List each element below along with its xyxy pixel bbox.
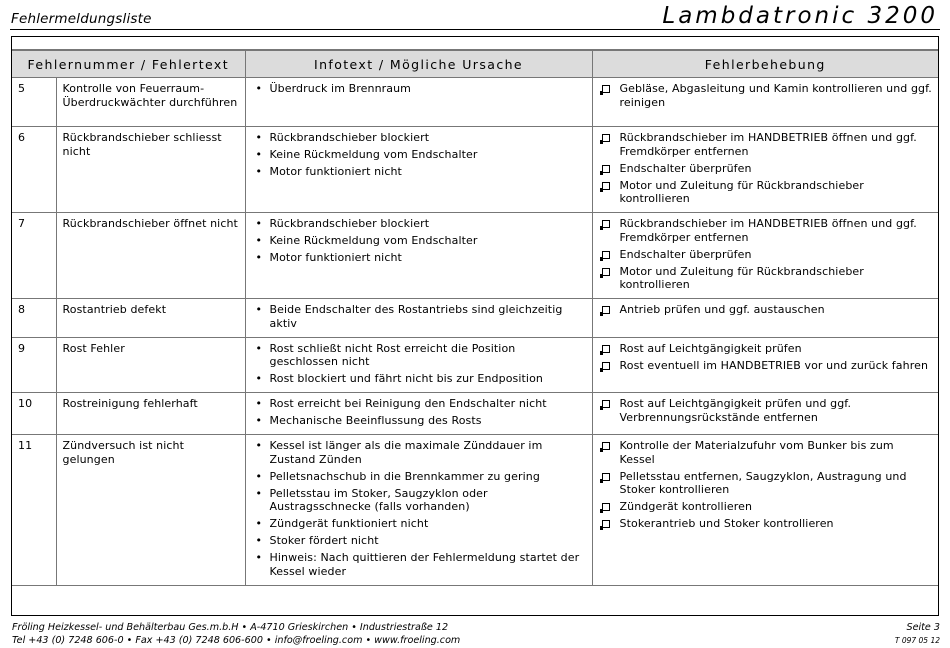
checkbox-icon [602,165,610,173]
remedy-cell [592,337,938,393]
cause-list [252,131,586,179]
table-row [12,213,938,299]
table-row [12,78,938,127]
remedy-text: Rost auf Leichtgängigkeit prüfen [619,341,802,355]
cause-item: • Motor funktioniert nicht [252,165,586,179]
table-header-row [12,51,938,78]
checkbox-icon [602,85,610,93]
checkbox-icon [602,520,610,528]
cause-item: • Pelletsnachschub in die Brennkammer zu gering [252,470,586,484]
column-header-error: Fehlernummer / Fehlertext [12,51,245,78]
cause-item: • Beide Endschalter des Rostantriebs sind gleichzeitig aktiv [252,303,586,330]
footer-address: Fröling Heizkessel- und Behälterbau Ges.m.b.H • A-4710 Grieskirchen • Industriestraße 12 [12,622,449,633]
checkbox-icon [602,182,610,190]
cause-item: • Rückbrandschieber blockiert [252,131,586,145]
remedy-cell [592,435,938,586]
cause-item: • Stoker fördert nicht [252,534,586,548]
remedy-item [599,439,933,466]
remedy-cell [592,213,938,299]
table-top-strip [12,37,938,50]
error-number: 9 [12,337,56,393]
product-title: Lambdatronic 3200 [662,3,938,29]
remedy-text: Pelletsstau entfernen, Saugzyklon, Austragung und Stoker kontrollieren [619,469,907,496]
table-row [12,435,938,586]
footer-contact: Tel +43 (0) 7248 606-0 • Fax +43 (0) 7248 606-600 • info@froeling.com • www.froeling.com [12,634,461,646]
table-row [12,127,938,213]
checkbox-icon [602,400,610,408]
remedy-item [599,82,933,109]
remedy-cell [592,78,938,127]
error-table [12,50,938,586]
cause-list [252,217,586,265]
cause-item: • Pelletsstau im Stoker, Saugzyklon oder Austragsschnecke (falls vorhanden) [252,487,586,514]
checkbox-icon [602,220,610,228]
cause-item: • Rost erreicht bei Reinigung den Endschalter nicht [252,397,586,411]
error-text: Rost Fehler [56,337,245,393]
remedy-item [599,248,933,262]
remedy-text: Gebläse, Abgasleitung und Kamin kontrollieren und ggf. reinigen [619,82,932,109]
cause-item: • Kessel ist länger als die maximale Zünddauer im Zustand Zünden [252,439,586,466]
remedy-text: Motor und Zuleitung für Rückbrandschieber kontrollieren [619,178,864,205]
cause-cell [245,299,592,338]
cause-cell [245,78,592,127]
remedy-item [599,162,933,176]
cause-item: • Rückbrandschieber blockiert [252,217,586,231]
remedy-text: Rückbrandschieber im HANDBETRIEB öffnen und ggf. Fremdkörper entfernen [619,217,917,244]
remedy-list [599,439,933,531]
cause-cell [245,127,592,213]
column-header-cause: Infotext / Mögliche Ursache [245,51,592,78]
cause-cell [245,213,592,299]
cause-item: • Überdruck im Brennraum [252,82,586,96]
cause-list [252,303,586,330]
checkbox-icon [602,473,610,481]
checkbox-icon [602,306,610,314]
remedy-text: Kontrolle der Materialzufuhr vom Bunker bis zum Kessel [619,439,894,466]
error-number: 8 [12,299,56,338]
remedy-item [599,179,933,206]
cause-cell [245,435,592,586]
remedy-text: Stokerantrieb und Stoker kontrollieren [619,517,834,530]
error-number: 5 [12,78,56,127]
remedy-item [599,397,933,424]
remedy-item [599,342,933,356]
remedy-item [599,217,933,244]
remedy-list [599,342,933,373]
cause-item: • Keine Rückmeldung vom Endschalter [252,234,586,248]
error-text: Rostantrieb defekt [56,299,245,338]
table-body [12,78,938,586]
cause-item: • Keine Rückmeldung vom Endschalter [252,148,586,162]
checkbox-icon [602,134,610,142]
error-text: Kontrolle von Feuerraum-Überdruckwächter durchführen [56,78,245,127]
error-text: Rückbrandschieber öffnet nicht [56,213,245,299]
table-row [12,337,938,393]
remedy-cell [592,127,938,213]
error-text: Rostreinigung fehlerhaft [56,393,245,435]
cause-list [252,397,586,428]
cause-item: • Hinweis: Nach quittieren der Fehlermeldung startet der Kessel wieder [252,551,586,578]
remedy-text: Zündgerät kontrollieren [619,500,753,513]
column-header-remedy: Fehlerbehebung [592,51,938,78]
checkbox-icon [602,503,610,511]
cause-item: • Zündgerät funktioniert nicht [252,517,586,531]
checkbox-icon [602,251,610,259]
remedy-list [599,397,933,424]
cause-list [252,342,586,386]
error-text: Zündversuch ist nicht gelungen [56,435,245,586]
checkbox-icon [602,362,610,370]
cause-item: • Mechanische Beeinflussung des Rosts [252,414,586,428]
remedy-text: Rückbrandschieber im HANDBETRIEB öffnen und ggf. Fremdkörper entfernen [619,131,917,158]
document-title: Fehlermeldungsliste [11,11,152,27]
remedy-list [599,82,933,109]
remedy-text: Rost auf Leichtgängigkeit prüfen und ggf. Verbrennungsrückstände entfernen [619,397,852,424]
remedy-text: Motor und Zuleitung für Rückbrandschieber kontrollieren [619,264,864,291]
checkbox-icon [602,442,610,450]
error-number: 6 [12,127,56,213]
remedy-text: Rost eventuell im HANDBETRIEB vor und zurück fahren [619,358,929,372]
remedy-text: Antrieb prüfen und ggf. austauschen [619,303,825,316]
remedy-item [599,131,933,158]
remedy-text: Endschalter überprüfen [619,247,752,261]
remedy-list [599,303,933,317]
table-row [12,393,938,435]
table-row [12,299,938,338]
cause-cell [245,337,592,393]
error-text: Rückbrandschieber schliesst nicht [56,127,245,213]
remedy-cell [592,393,938,435]
document-code: T 097 05 12 [894,635,940,645]
remedy-item [599,500,933,514]
cause-list [252,82,586,96]
checkbox-icon [602,268,610,276]
remedy-list [599,131,933,206]
cause-item: • Rost schließt nicht Rost erreicht die Position geschlossen nicht [252,342,586,369]
cause-cell [245,393,592,435]
page-number: Seite 3 [906,622,940,633]
cause-item: • Motor funktioniert nicht [252,251,586,265]
remedy-item [599,359,933,373]
header-divider [10,29,940,30]
error-number: 11 [12,435,56,586]
remedy-list [599,217,933,292]
error-number: 10 [12,393,56,435]
table-frame [11,36,939,616]
remedy-item [599,303,933,317]
checkbox-icon [602,345,610,353]
cause-list [252,439,586,578]
remedy-text: Endschalter überprüfen [619,161,752,175]
remedy-item [599,265,933,292]
remedy-cell [592,299,938,338]
error-number: 7 [12,213,56,299]
remedy-item [599,470,933,497]
remedy-item [599,517,933,531]
cause-item: • Rost blockiert und fährt nicht bis zur Endposition [252,372,586,386]
